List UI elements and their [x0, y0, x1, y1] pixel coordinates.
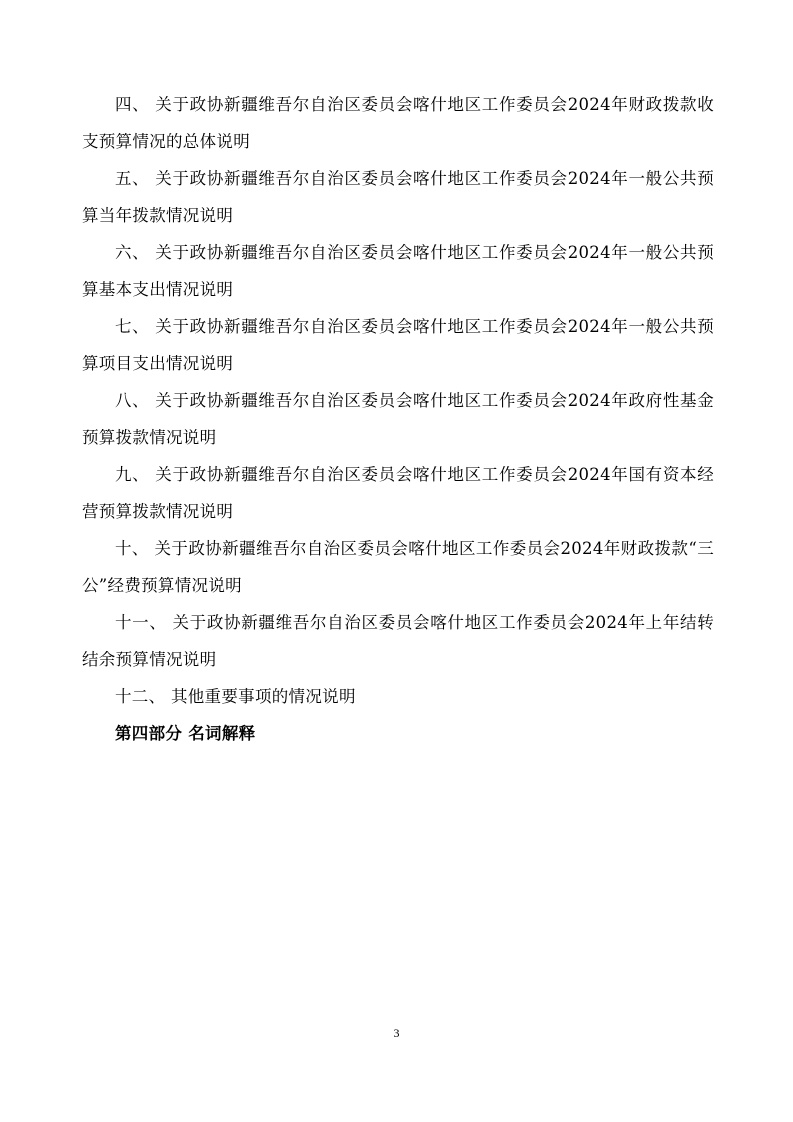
toc-item-9: 九、 关于政协新疆维吾尔自治区委员会喀什地区工作委员会2024年国有资本经营预算拨款情况说明: [82, 465, 714, 521]
document-body: [82, 86, 714, 752]
toc-item-12: 十二、 其他重要事项的情况说明: [115, 687, 356, 706]
toc-item-4: 四、 关于政协新疆维吾尔自治区委员会喀什地区工作委员会2024年财政拨款收支预算情况的总体说明: [82, 95, 714, 151]
toc-item-8: 八、 关于政协新疆维吾尔自治区委员会喀什地区工作委员会2024年政府性基金预算拨款情况说明: [82, 391, 714, 447]
toc-item-10: 十、 关于政协新疆维吾尔自治区委员会喀什地区工作委员会2024年财政拨款“三公”经费预算情况说明: [82, 539, 714, 595]
page-number: 3: [393, 1026, 400, 1040]
toc-item-5: 五、 关于政协新疆维吾尔自治区委员会喀什地区工作委员会2024年一般公共预算当年拨款情况说明: [82, 169, 714, 225]
toc-item-11: 十一、 关于政协新疆维吾尔自治区委员会喀什地区工作委员会2024年上年结转结余预算情况说明: [82, 613, 714, 669]
section-heading: 第四部分 名词解释: [115, 724, 256, 743]
toc-item-7: 七、 关于政协新疆维吾尔自治区委员会喀什地区工作委员会2024年一般公共预算项目支出情况说明: [82, 317, 714, 373]
toc-item-6: 六、 关于政协新疆维吾尔自治区委员会喀什地区工作委员会2024年一般公共预算基本支出情况说明: [82, 243, 714, 299]
